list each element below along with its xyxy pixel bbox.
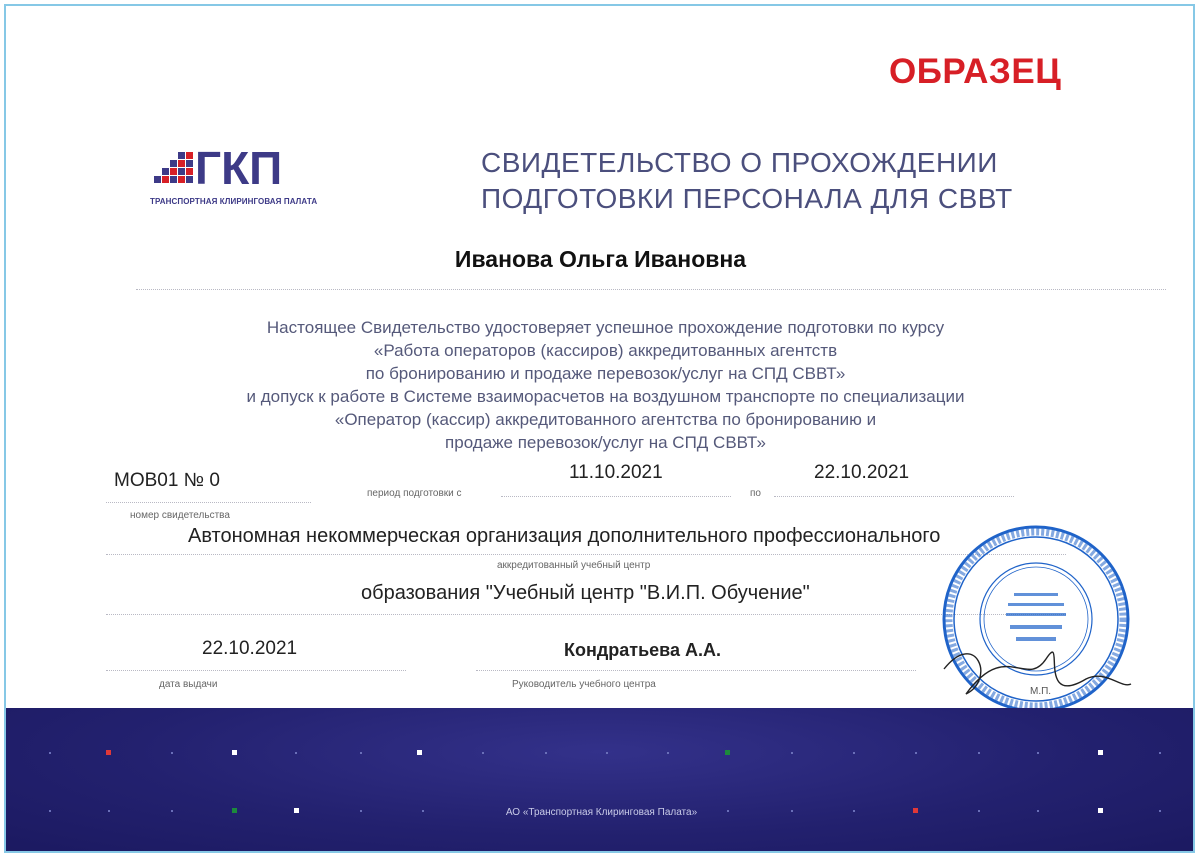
certificate-title xyxy=(481,145,1013,217)
training-center-line-2: образования "Учебный центр "В.И.П. Обучение" xyxy=(361,582,810,604)
certificate-number-caption: номер свидетельства xyxy=(130,510,230,521)
divider xyxy=(774,496,1014,497)
divider xyxy=(106,554,1066,555)
title-line-1: СВИДЕТЕЛЬСТВО О ПРОХОЖДЕНИИ xyxy=(481,147,998,178)
certificate-statement xyxy=(6,316,1195,454)
statement-line: «Оператор (кассир) аккредитованного агентства по бронированию и xyxy=(334,410,877,429)
certificate-number: МОВ01 № 0 xyxy=(114,470,220,491)
divider xyxy=(501,496,731,497)
training-center-line-1: Автономная некоммерческая организация дополнительного профессионального xyxy=(188,525,941,547)
period-to: 22.10.2021 xyxy=(814,462,910,483)
logo-subtitle: ТРАНСПОРТНАЯ КЛИРИНГОВАЯ ПАЛАТА xyxy=(150,197,318,206)
stamp-caption: М.П. xyxy=(1030,686,1052,697)
sample-watermark: ОБРАЗЕЦ xyxy=(889,52,1062,91)
divider xyxy=(476,670,916,671)
divider xyxy=(136,289,1166,290)
statement-line: «Работа операторов (кассиров) аккредитованных агентств xyxy=(373,341,838,360)
statement-line: продаже перевозок/услуг на СПД СВВТ» xyxy=(445,433,766,452)
period-to-caption: по xyxy=(750,488,761,499)
certificate-frame xyxy=(4,4,1195,853)
divider xyxy=(106,614,1066,615)
statement-line: по бронированию и продаже перевозок/услуг на СПД СВВТ» xyxy=(365,364,846,383)
period-from: 11.10.2021 xyxy=(569,462,663,483)
divider xyxy=(106,670,406,671)
head-caption: Руководитель учебного центра xyxy=(512,679,656,690)
footer-company: АО «Транспортная Клиринговая Палата» xyxy=(505,807,698,818)
divider xyxy=(106,502,311,503)
holder-name: Иванова Ольга Ивановна xyxy=(454,246,747,272)
logo-letters: ГКП xyxy=(195,144,283,194)
footer-band xyxy=(6,708,1195,853)
period-caption: период подготовки с xyxy=(367,488,462,499)
issue-date: 22.10.2021 xyxy=(202,638,298,659)
issue-date-caption: дата выдачи xyxy=(159,679,218,690)
head-name: Кондратьева А.А. xyxy=(564,640,722,660)
statement-line: и допуск к работе в Системе взаиморасчетов на воздушном транспорте по специализации xyxy=(246,387,965,406)
training-center-caption: аккредитованный учебный центр xyxy=(497,560,651,571)
title-line-2: ПОДГОТОВКИ ПЕРСОНАЛА ДЛЯ СВВТ xyxy=(481,183,1013,214)
statement-line: Настоящее Свидетельство удостоверяет успешное прохождение подготовки по курсу xyxy=(266,318,945,337)
